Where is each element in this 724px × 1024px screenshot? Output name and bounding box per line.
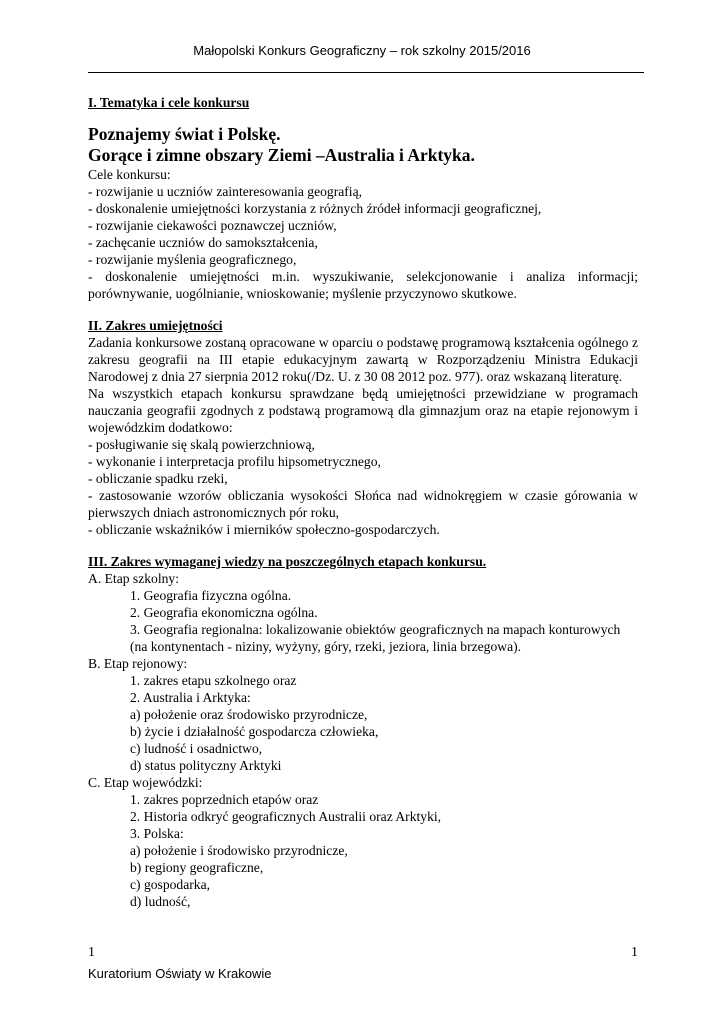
page-header: Małopolski Konkurs Geograficzny – rok szkolny 2015/2016 xyxy=(193,43,531,58)
stage-c-item: 1. zakres poprzednich etapów oraz xyxy=(130,792,319,807)
stage-c-label: C. Etap wojewódzki: xyxy=(88,775,203,790)
goal-item: - doskonalenie umiejętności korzystania z różnych źródeł informacji geograficznej, xyxy=(88,201,542,216)
stage-b-item: 2. Australia i Arktyka: xyxy=(130,690,251,705)
section-3-heading: III. Zakres wymaganej wiedzy na poszczególnych etapach konkursu. xyxy=(88,554,487,569)
goal-item: - zachęcanie uczniów do samokształcenia, xyxy=(88,235,318,250)
stage-c-item: b) regiony geograficzne, xyxy=(130,860,264,875)
section-2-paragraph-2: Na wszystkich etapach konkursu sprawdzane będą umiejętności przewidziane w programach nauczania geografii zgodnych z podstawą programową dla gimnazjum oraz na etapie rejonowym i wojewódzkim dodatkowo: xyxy=(88,386,638,435)
stage-c-item: c) gospodarka, xyxy=(130,877,211,892)
skill-item: - obliczanie wskaźników i mierników społeczno-gospodarczych. xyxy=(88,522,440,537)
section-2-heading: II. Zakres umiejętności xyxy=(88,318,223,333)
contest-title-line-1: Poznajemy świat i Polskę. xyxy=(88,124,281,144)
goal-item: - rozwijanie u uczniów zainteresowania geografią, xyxy=(88,184,363,199)
header-divider xyxy=(88,72,644,73)
page-footer: Kuratorium Oświaty w Krakowie xyxy=(88,966,272,981)
stage-c-item: d) ludność, xyxy=(130,894,191,909)
section-2-paragraph-1: Zadania konkursowe zostaną opracowane w oparciu o podstawę programową kształcenia ogólnego z zakresu geografii na III etapie edukacyjnym zawartą w Rozporządzeniu Ministra Edukacji Narodowej z dnia 27 sierpnia 2012 roku(/Dz. U. z 30 08 2012 poz. 977). oraz wskazaną literaturę. xyxy=(88,335,638,384)
stage-b-label: B. Etap rejonowy: xyxy=(88,656,188,671)
goals-label: Cele konkursu: xyxy=(88,167,171,182)
stage-a-item: 1. Geografia fizyczna ogólna. xyxy=(130,588,292,603)
stage-a-item: 3. Geografia regionalna: lokalizowanie obiektów geograficznych na mapach konturowych (na kontynentach - niziny, wyżyny, góry, rzeki, jeziora, linia brzegowa). xyxy=(130,622,621,654)
stage-c-item: a) położenie i środowisko przyrodnicze, xyxy=(130,843,348,858)
stage-c-item: 2. Historia odkryć geograficznych Australii oraz Arktyki, xyxy=(130,809,442,824)
goal-item: - rozwijanie myślenia geograficznego, xyxy=(88,252,297,267)
stage-a-item: 2. Geografia ekonomiczna ogólna. xyxy=(130,605,318,620)
goal-item: - rozwijanie ciekawości poznawczej uczniów, xyxy=(88,218,337,233)
page-number-left: 1 xyxy=(88,945,95,960)
stage-b-item: b) życie i działalność gospodarcza człowieka, xyxy=(130,724,379,739)
document-body xyxy=(88,94,638,910)
page-number-right: 1 xyxy=(631,945,638,960)
stage-c-item: 3. Polska: xyxy=(130,826,184,841)
stage-a-label: A. Etap szkolny: xyxy=(88,571,179,586)
section-1-heading: I. Tematyka i cele konkursu xyxy=(88,95,250,110)
goal-item: - doskonalenie umiejętności m.in. wyszukiwanie, selekcjonowanie i analiza informacji; porównywanie, uogólnianie, wnioskowanie; myślenie przyczynowo skutkowe. xyxy=(88,269,638,301)
skill-item: - posługiwanie się skalą powierzchniową, xyxy=(88,437,315,452)
skill-item: - wykonanie i interpretacja profilu hipsometrycznego, xyxy=(88,454,381,469)
contest-title-line-2: Gorące i zimne obszary Ziemi –Australia i Arktyka. xyxy=(88,145,475,165)
stage-b-item: a) położenie oraz środowisko przyrodnicze, xyxy=(130,707,368,722)
skill-item: - zastosowanie wzorów obliczania wysokości Słońca nad widnokręgiem w czasie górowania w pierwszych dniach astronomicznych pór roku, xyxy=(88,488,638,520)
stage-b-item: 1. zakres etapu szkolnego oraz xyxy=(130,673,297,688)
stage-b-item: c) ludność i osadnictwo, xyxy=(130,741,263,756)
skill-item: - obliczanie spadku rzeki, xyxy=(88,471,228,486)
stage-b-item: d) status polityczny Arktyki xyxy=(130,758,282,773)
